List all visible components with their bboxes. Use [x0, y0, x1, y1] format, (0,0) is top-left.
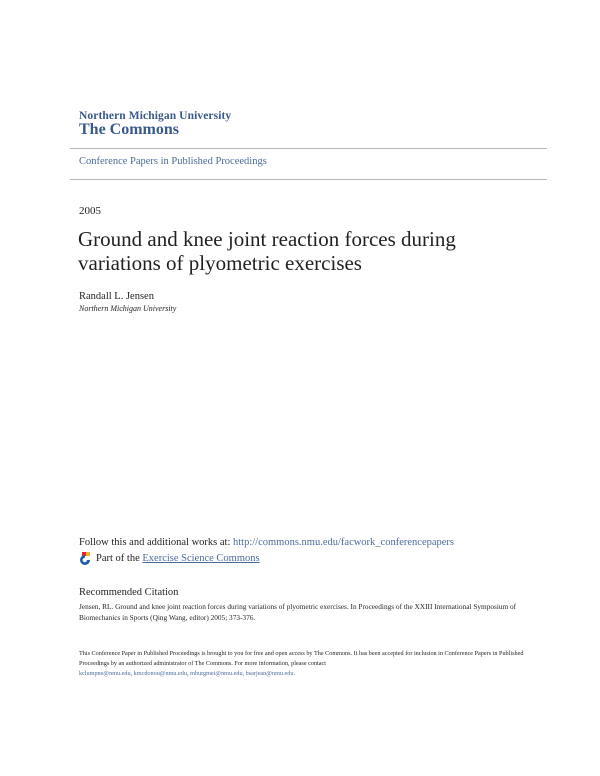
- part-of-line: [79, 552, 260, 565]
- part-of-label: Part of the: [96, 553, 140, 564]
- citation-heading: Recommended Citation: [79, 587, 179, 598]
- discipline-link[interactable]: Exercise Science Commons: [142, 553, 260, 564]
- author-name: Randall L. Jensen: [79, 291, 154, 302]
- citation-text: Jensen, RL. Ground and knee joint reaction forces during variations of plyometric exercises. In Proceedings of the XXIII International Symposium of Biomechanics in Sports (Qing Wang, editor) 2005; 373-376.: [79, 602, 517, 622]
- publication-year: 2005: [79, 205, 101, 217]
- divider-bottom: [70, 179, 547, 180]
- paper-title: Ground and knee joint reaction forces during variations of plyometric exercises: [78, 227, 456, 275]
- divider-top: [70, 148, 547, 149]
- access-notice-text: This Conference Paper in Published Proceedings is brought to you for free and open access by The Commons. It has been accepted for inclusion in Conference Papers in Published Proceedings by an authorized administrator of The Commons. For more information, please contact: [79, 650, 524, 667]
- follow-label: Follow this and additional works at:: [79, 537, 231, 548]
- series-link[interactable]: Conference Papers in Published Proceedings: [79, 156, 267, 167]
- collection-url-link[interactable]: http://commons.nmu.edu/facwork_conferencepapers: [233, 537, 455, 548]
- author-affiliation: Northern Michigan University: [79, 304, 177, 313]
- access-notice: [79, 649, 549, 679]
- follow-line: [79, 537, 454, 548]
- contact-emails-link[interactable]: kclumpne@nmu.edu, kmcdonou@nmu.edu, mburgmei@nmu.edu, bsarjean@nmu.edu.: [79, 670, 296, 677]
- university-name: Northern Michigan University: [79, 110, 232, 122]
- repository-name: The Commons: [79, 121, 180, 138]
- bepress-commons-icon: [79, 552, 91, 565]
